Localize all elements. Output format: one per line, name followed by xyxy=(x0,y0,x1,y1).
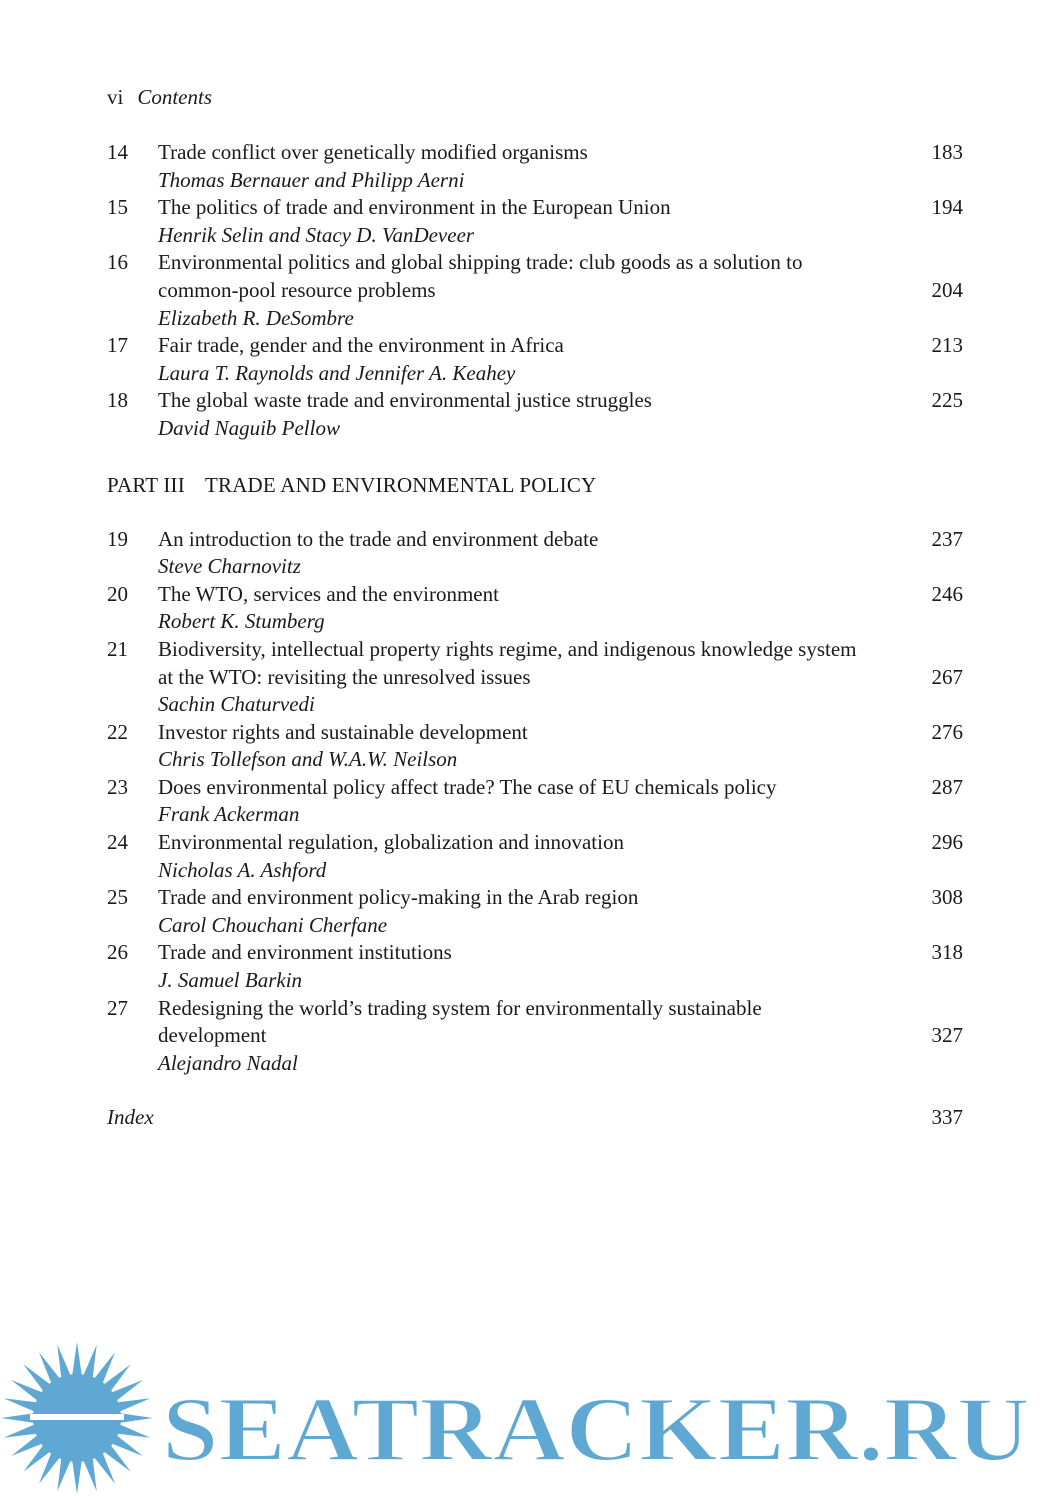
chapter-number: 20 xyxy=(107,581,128,606)
chapter-number: 26 xyxy=(107,940,128,965)
chapter-author: Chris Tollefson and W.A.W. Neilson xyxy=(158,747,458,772)
part-title: TRADE AND ENVIRONMENTAL POLICY xyxy=(204,472,597,497)
chapter-author: Steve Charnovitz xyxy=(158,554,301,579)
page-number: 237 xyxy=(931,526,963,551)
chapter-author: Alejandro Nadal xyxy=(158,1050,298,1075)
page-number: 296 xyxy=(931,830,963,855)
toc-entry[interactable] xyxy=(107,884,963,939)
chapter-number: 27 xyxy=(107,995,128,1020)
chapter-number: 25 xyxy=(107,885,128,910)
chapter-title: Does environmental policy affect trade? The case of EU chemicals policy xyxy=(158,774,777,799)
sunburst-icon xyxy=(1,1342,153,1494)
page-number: 287 xyxy=(931,774,963,799)
toc-entry[interactable] xyxy=(107,332,963,387)
page-number: 318 xyxy=(931,940,963,965)
chapter-author: David Naguib Pellow xyxy=(158,415,340,440)
chapter-number: 15 xyxy=(107,195,128,220)
chapter-title: The global waste trade and environmental justice struggles xyxy=(158,388,652,413)
chapter-title: The WTO, services and the environment xyxy=(158,581,499,606)
chapter-number: 14 xyxy=(107,140,128,164)
chapter-title: The politics of trade and environment in the European Union xyxy=(158,195,671,220)
toc-entry[interactable] xyxy=(107,387,963,442)
index-label: Index xyxy=(107,1105,154,1130)
chapter-author: Carol Chouchani Cherfane xyxy=(158,912,388,937)
chapter-title: Environmental regulation, globalization and innovation xyxy=(158,830,624,855)
toc-entry[interactable] xyxy=(107,719,963,774)
part-heading xyxy=(107,470,963,500)
chapter-number: 16 xyxy=(107,250,128,275)
chapter-title: Fair trade, gender and the environment in Africa xyxy=(158,333,564,358)
chapter-number: 17 xyxy=(107,333,128,358)
chapter-author: J. Samuel Barkin xyxy=(158,968,303,993)
chapter-author: Robert K. Stumberg xyxy=(158,609,325,634)
toc-entry[interactable] xyxy=(107,581,963,636)
chapter-title: Trade conflict over genetically modified organisms xyxy=(158,140,588,164)
chapter-number: 21 xyxy=(107,636,128,661)
chapter-title: Investor rights and sustainable development xyxy=(158,719,528,744)
toc-entry[interactable] xyxy=(107,249,963,332)
chapter-author: Elizabeth R. DeSombre xyxy=(158,305,354,330)
chapter-author: Laura T. Raynolds and Jennifer A. Keahey xyxy=(158,360,516,385)
chapter-number: 24 xyxy=(107,830,128,855)
page-number: 183 xyxy=(931,140,963,164)
page-number: 308 xyxy=(931,885,963,910)
toc-entry[interactable] xyxy=(107,774,963,829)
chapter-number: 18 xyxy=(107,388,128,413)
page-number: 213 xyxy=(931,333,963,358)
page-number: 204 xyxy=(931,277,963,302)
toc-list-part-iii xyxy=(107,526,963,1078)
toc-list-part-ii xyxy=(107,139,963,443)
sunburst-horizon xyxy=(30,1414,124,1420)
toc-entry[interactable] xyxy=(107,194,963,249)
toc-entry[interactable] xyxy=(107,526,963,581)
page-folio: vi xyxy=(107,85,124,109)
toc-entry[interactable] xyxy=(107,139,963,194)
chapter-number: 22 xyxy=(107,719,128,744)
toc-entry[interactable] xyxy=(107,829,963,884)
chapter-number: 23 xyxy=(107,774,128,799)
page-number: 225 xyxy=(931,388,963,413)
chapter-author: Nicholas A. Ashford xyxy=(158,857,327,882)
toc-entry[interactable] xyxy=(107,995,963,1078)
chapter-number: 19 xyxy=(107,526,128,551)
watermark-graphic xyxy=(0,1340,1048,1496)
page-number: 276 xyxy=(931,719,963,744)
part-label: PART III xyxy=(107,472,185,497)
chapter-author: Henrik Selin and Stacy D. VanDeveer xyxy=(158,222,475,247)
watermark-text: SEATRACKER.RU xyxy=(162,1378,1030,1480)
toc-entry-index[interactable] xyxy=(107,1103,963,1131)
chapter-title: Trade and environment institutions xyxy=(158,940,452,965)
chapter-title: An introduction to the trade and environment debate xyxy=(158,526,599,551)
page-number: 194 xyxy=(931,195,963,220)
chapter-author: Thomas Bernauer and Philipp Aerni xyxy=(158,167,465,192)
toc-entry[interactable] xyxy=(107,636,963,719)
running-head xyxy=(107,82,963,112)
watermark xyxy=(0,1340,1048,1496)
chapter-title: Biodiversity, intellectual property rights regime, and indigenous knowledge system at the WTO: revisiting the unresolved issues xyxy=(158,636,857,689)
page-number: 327 xyxy=(931,1023,963,1048)
contents-page xyxy=(107,82,963,1131)
index-page-number: 337 xyxy=(931,1105,963,1130)
chapter-title: Redesigning the world’s trading system for environmentally sustainable development xyxy=(158,995,762,1048)
running-head-title: Contents xyxy=(137,85,213,109)
page-number: 267 xyxy=(931,664,963,689)
chapter-author: Sachin Chaturvedi xyxy=(158,692,315,717)
chapter-title: Environmental politics and global shipping trade: club goods as a solution to common-pool resource problems xyxy=(158,250,803,302)
chapter-title: Trade and environment policy-making in the Arab region xyxy=(158,885,639,910)
page-number: 246 xyxy=(931,581,963,606)
chapter-author: Frank Ackerman xyxy=(158,802,300,827)
toc-entry[interactable] xyxy=(107,939,963,994)
